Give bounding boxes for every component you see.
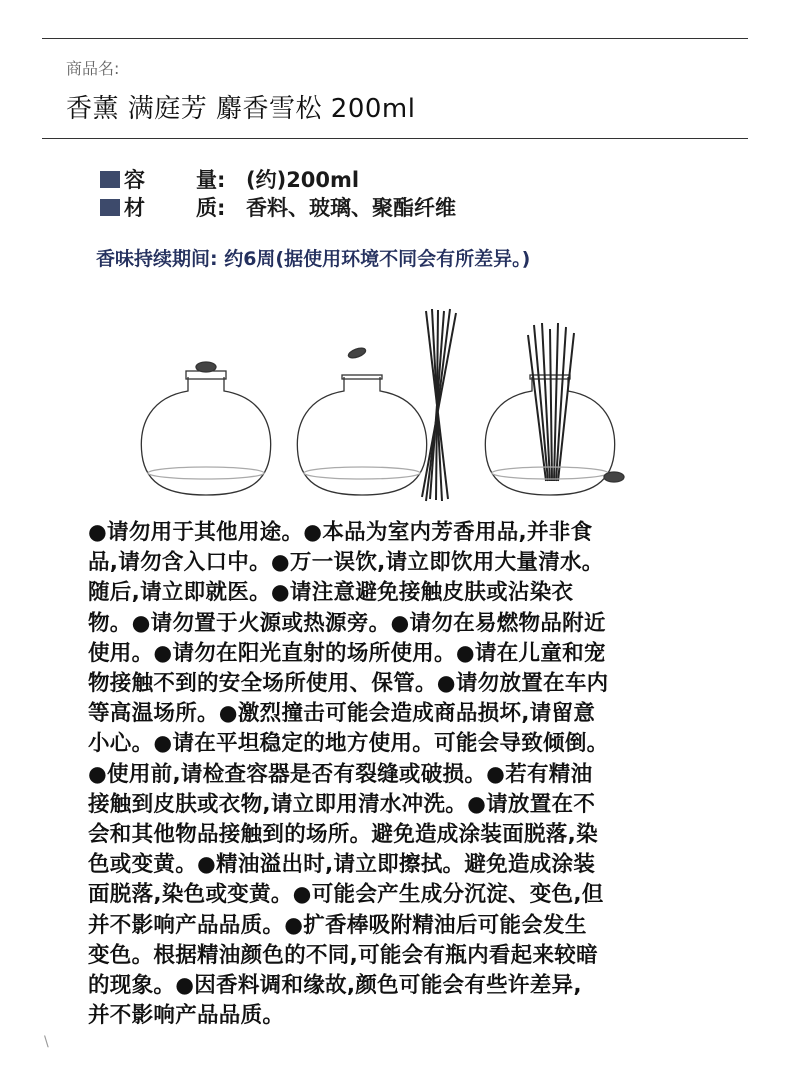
- capacity-value: (约)200ml: [246, 168, 360, 192]
- scent-duration: 香味持续期间: 约6周(据使用环境不同会有所差异。): [96, 248, 531, 270]
- square-bullet-icon: [100, 171, 120, 188]
- top-divider: [42, 38, 748, 39]
- bottle-with-reeds-icon: [485, 323, 624, 495]
- bottle-with-cap-icon: [141, 362, 270, 495]
- capacity-key2: 量:: [196, 168, 226, 192]
- square-bullet-icon: [100, 199, 120, 216]
- corner-mark: \: [44, 1034, 49, 1050]
- header-divider: [42, 138, 748, 139]
- product-name-label: 商品名:: [66, 59, 120, 78]
- material-key2: 质:: [196, 196, 226, 220]
- capacity-row: [100, 164, 359, 194]
- reed-sticks-icon: [422, 309, 456, 501]
- material-row: [100, 192, 456, 222]
- safety-warnings: ●请勿用于其他用途。●本品为室内芳香用品,并非食 品,请勿含入口中。●万一误饮,请立即饮用大量清水。 随后,请立即就医。●请注意避免接触皮肤或沾染衣 物。●请勿置于火源或热源旁。●请勿在易燃物品附近 使用。●请勿在阳光直射的场所使用。●请在儿童和宠 物接触不到的安全场所使用、保管。●请勿放置在车内 等高温场所。●激烈撞击可能会造成商品损坏,请留意 小心。●请在平坦稳定的地方使用。可能会导致倾倒。 ●使用前,请检查容器是否有裂缝或破损。●若有精油 接触到皮肤或衣物,请立即用清水冲洗。●请放置在不 会和其他物品接触到的场所。避免造成涂装面脱落,染 色或变黄。●精油溢出时,请立即擦拭。避免造成涂装 面脱落,染色或变黄。●可能会产生成分沉淀、变色,但 并不影响产品品质。●扩香棒吸附精油后可能会发生 变色。根据精油颜色的不同,可能会有瓶内看起来较暗 的现象。●因香料调和缘故,颜色可能会有些许差异, 并不影响产品品质。: [88, 520, 609, 1029]
- material-key1: 材: [124, 196, 145, 220]
- bottle-cap-removed-icon: [297, 346, 426, 495]
- usage-illustration: [130, 305, 650, 505]
- material-value: 香料、玻璃、聚酯纤维: [246, 196, 456, 220]
- capacity-key1: 容: [124, 168, 145, 192]
- product-name: 香薰 满庭芳 麝香雪松 200ml: [66, 94, 416, 124]
